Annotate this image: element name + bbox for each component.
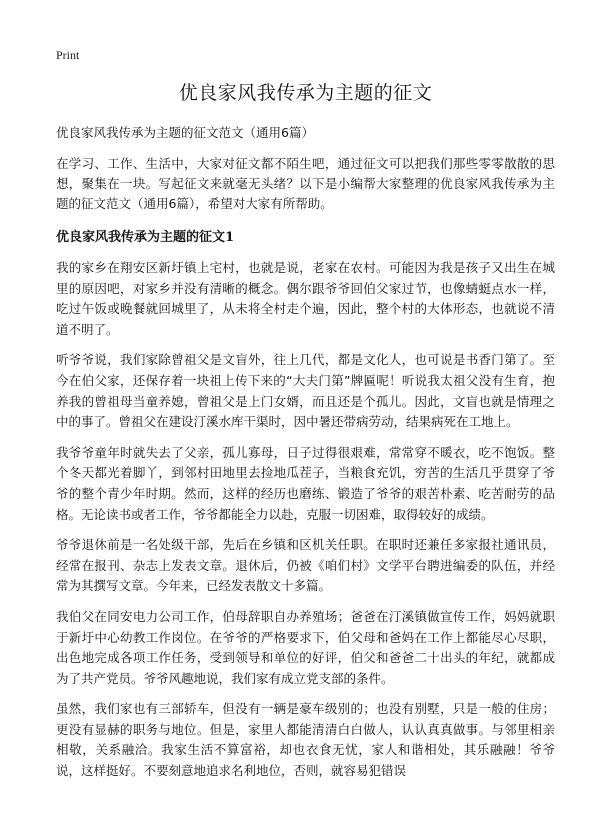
paragraph-2: 听爷爷说，我们家除曾祖父是文盲外，往上几代，都是文化人，也可说是书香门第了。至今在伯父家，还保存着一块祖上传下来的“大夫门第”牌匾呢！听说我太祖父没有生育，抱养我的曾祖母当童养媳，曾祖父是上门女婿，而且还是个孤儿。因此，文盲也就是情理之中的事了。曾祖父在建设汀溪水库干渠时，因中暑还带病劳动，结果病死在工地上。 — [56, 352, 555, 430]
paragraph-5: 我伯父在同安电力公司工作，伯母辞职自办养殖场；爸爸在汀溪镇做宣传工作，妈妈就职于新圩中心幼教工作岗位。在爷爷的严格要求下，伯父母和爸妈在工作上都能尽心尽职，出色地完成各项工作任务，受到领导和单位的好评，伯父和爸爸二十出头的年纪，就都成为了共产党员。爷爷风趣地说，我们家有成立党支部的条件。 — [56, 608, 555, 686]
intro-paragraph: 在学习、工作、生活中，大家对征文都不陌生吧，通过征文可以把我们那些零零散散的思想，聚集在一块。写起征文来就毫无头绪？以下是小编帮大家整理的优良家风我传承为主题的征文范文（通用6篇），希望对大家有所帮助。 — [56, 156, 555, 211]
document-subtitle: 优良家风我传承为主题的征文范文（通用6篇） — [56, 125, 314, 140]
paragraph-4: 爷爷退休前是一名处级干部，先后在乡镇和区机关任职。在职时还兼任多家报社通讯员，经常在报刊、杂志上发表文章。退休后，仍被《咱们村》文学平台聘进编委的队伍，并经常为其撰写文章。今年来，已经发表散文十多篇。 — [56, 537, 555, 594]
section-heading: 优良家风我传承为主题的征文1 — [56, 230, 235, 245]
page-title: 优良家风我传承为主题的征文 — [178, 82, 433, 104]
essay-body — [56, 258, 555, 782]
paragraph-3: 我爷爷童年时就失去了父亲，孤儿寡母，日子过得很艰难，常常穿不暖衣，吃不饱饭。整个冬天都光着脚丫，到邻村田地里去捡地瓜茬子，当粮食充饥，穷苦的生活几乎贯穿了爷爷的整个青少年时期。然而，这样的经历也磨练、锻造了爷爷的艰苦朴素、吃苦耐劳的品格。无论读书或者工作，爷爷都能全力以赴，克服一切困难，取得较好的成绩。 — [56, 444, 555, 522]
print-link[interactable]: Print — [56, 48, 80, 62]
paragraph-1: 我的家乡在翔安区新圩镇上宅村，也就是说，老家在农村。可能因为我是孩子又出生在城里的原因吧，对家乡并没有清晰的概念。偶尔跟爷爷回伯父家过节，也像蜻蜓点水一样，吃过午饭或晚餐就回城里了，从未将全村走个遍，因此，整个村的大体形态，也就说不清道不明了。 — [56, 260, 555, 337]
paragraph-6: 虽然，我们家也有三部轿车，但没有一辆是豪车级别的；也没有别墅，只是一般的住房；更没有显赫的职务与地位。但是，家里人都能清清白白做人，认认真真做事。与邻里相亲相敬，关系融洽。我家生活不算富裕，却也衣食无忧，家人和谐相处，其乐融融！爷爷说，这样挺好。不要刻意地追求名利地位，否则，就容易犯错误 — [56, 701, 555, 779]
